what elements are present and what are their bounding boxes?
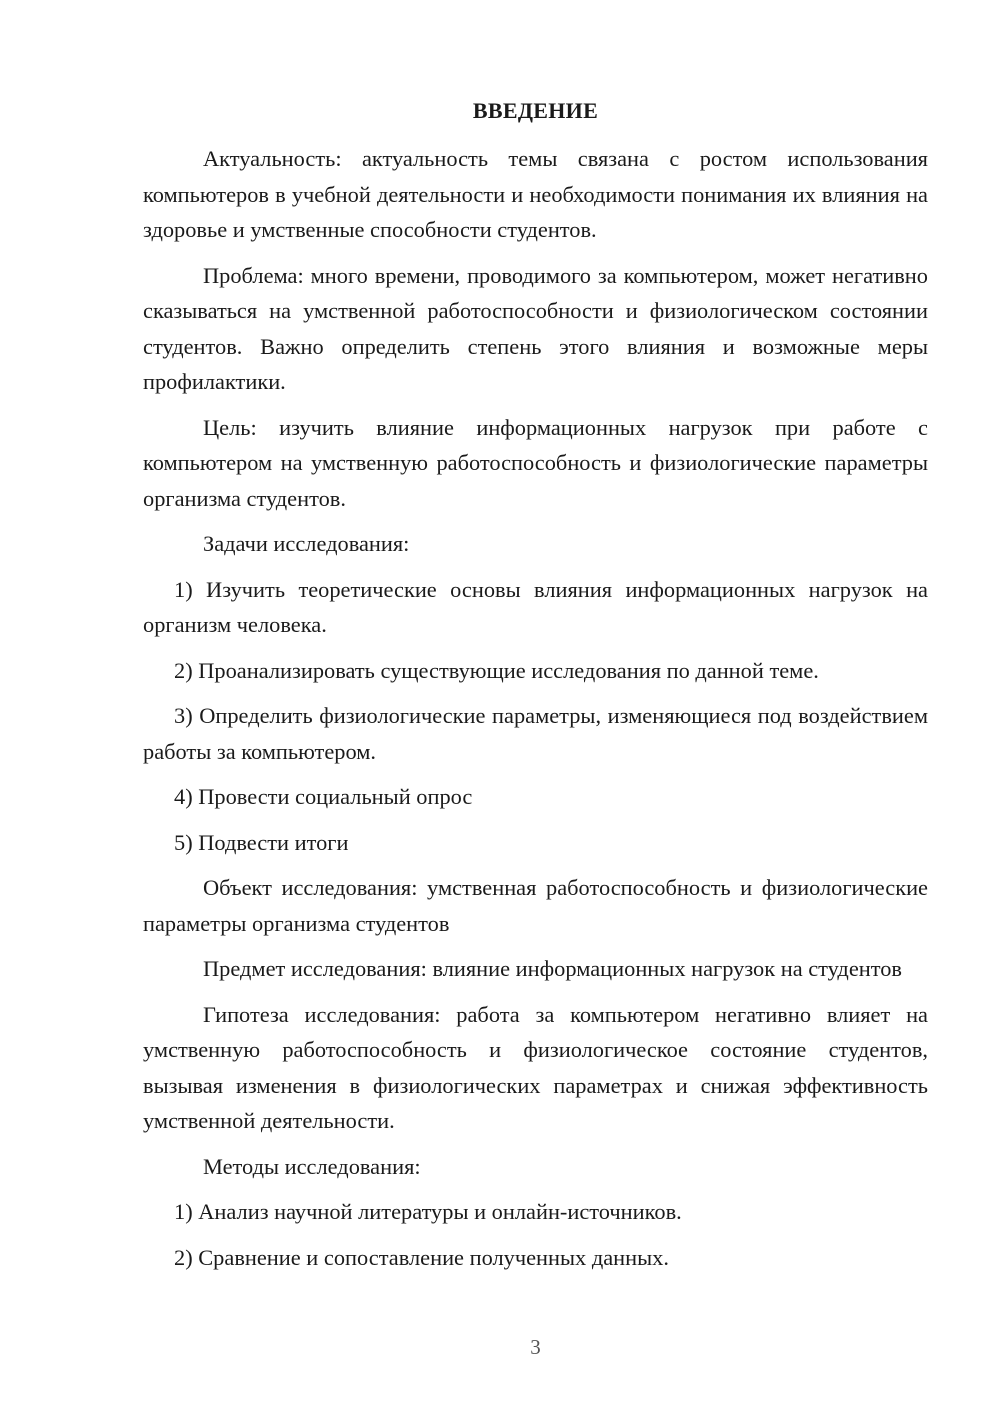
- paragraph-object: Объект исследования: умственная работоспособность и физиологические параметры организма студентов: [143, 875, 928, 936]
- paragraph-problem: Проблема: много времени, проводимого за компьютером, может негативно сказываться на умственной работоспособности и физиологическом состоянии студентов. Важно определить степень этого влияния и возможные меры профилактики.: [143, 262, 928, 394]
- list-item-task-2: 2) Проанализировать существующие исследования по данной теме.: [174, 657, 819, 683]
- document-page: [143, 0, 928, 1414]
- list-item-task-4: 4) Провести социальный опрос: [174, 784, 473, 809]
- paragraph-tasks-heading: Задачи исследования:: [203, 531, 410, 556]
- list-item-task-3: 3) Определить физиологические параметры, изменяющиеся под воздействием работы за компьютером.: [143, 703, 928, 764]
- list-item-method-2: 2) Сравнение и сопоставление полученных данных.: [174, 1244, 669, 1270]
- paragraph-relevance: Актуальность: актуальность темы связана с ростом использования компьютеров в учебной деятельности и необходимости понимания их влияния на здоровье и умственные способности студентов.: [143, 146, 928, 242]
- paragraph-hypothesis: Гипотеза исследования: работа за компьютером негативно влияет на умственную работоспособность и физиологическое состояние студентов, вызывая изменения в физиологических параметрах и снижая эффективность умственной деятельности.: [143, 1001, 928, 1133]
- paragraph-goal: Цель: изучить влияние информационных нагрузок при работе с компьютером на умственную работоспособность и физиологические параметры организма студентов.: [143, 414, 928, 511]
- page-title: ВВЕДЕНИЕ: [472, 98, 599, 123]
- paragraph-methods-heading: Методы исследования:: [203, 1153, 421, 1179]
- paragraph-subject: Предмет исследования: влияние информационных нагрузок на студентов: [203, 956, 903, 981]
- list-item-task-1: 1) Изучить теоретические основы влияния информационных нагрузок на организм человека.: [143, 576, 928, 637]
- list-item-task-5: 5) Подвести итоги: [174, 829, 349, 855]
- document-body: [143, 141, 928, 1285]
- page-number: 3: [530, 1335, 541, 1359]
- list-item-method-1: 1) Анализ научной литературы и онлайн-источников.: [174, 1199, 682, 1224]
